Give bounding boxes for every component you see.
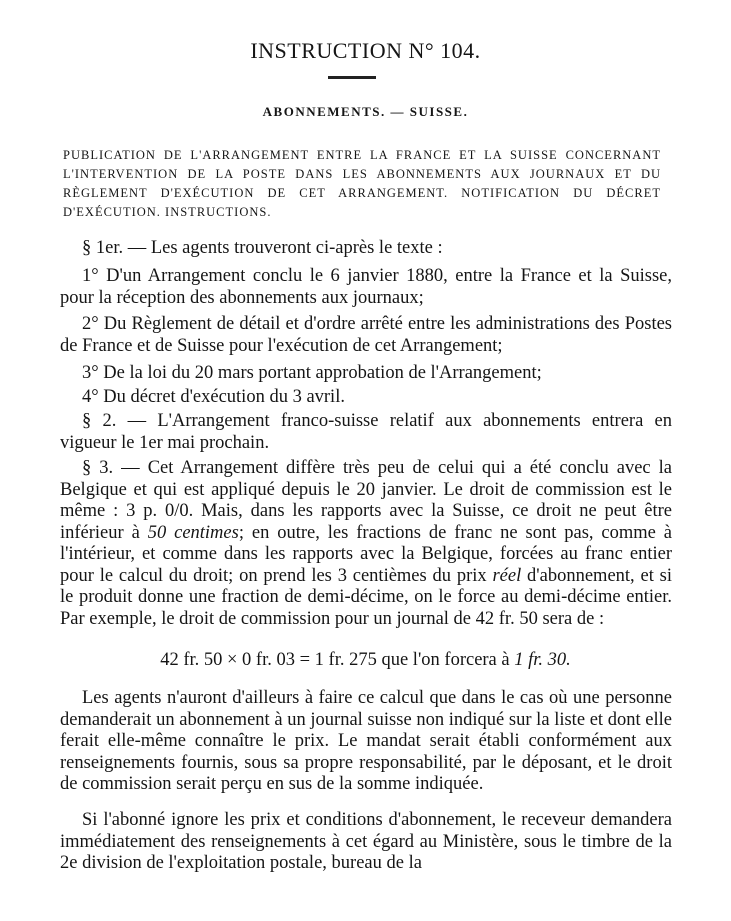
section-subhead: ABONNEMENTS. — SUISSE.: [262, 104, 469, 119]
summary-block: PUBLICATION DE L'ARRANGEMENT ENTRE LA FRANCE ET LA SUISSE CONCERNANT L'INTERVENTION DE LA POSTE DANS LES ABONNEMENTS AUX JOURNAUX ET DU RÈGLEMENT D'EXÉCUTION DE CET ARRANGEMENT. NOTIFICATION DU DÉCRET D'EXÉCUTION. INSTRUCTIONS.: [63, 148, 661, 219]
formula-text: 42 fr. 50 × 0 fr. 03 = 1 fr. 275 que l'on forcera à: [160, 650, 515, 670]
paragraph-3: 2° Du Règlement de détail et d'ordre arrêté entre les administrations des Postes de France et de Suisse pour l'exécution de cet Arrangement;: [60, 314, 672, 356]
paragraph-6: § 2. — L'Arrangement franco-suisse relatif aux abonnements entrera en vigueur le 1er mai prochain.: [60, 411, 672, 453]
title-divider: [328, 76, 376, 79]
formula-result: 1 fr. 30.: [514, 650, 571, 670]
paragraph-2: 1° D'un Arrangement conclu le 6 janvier 1880, entre la France et la Suisse, pour la réception des abonnements aux journaux;: [60, 266, 672, 308]
formula-line: [0, 650, 731, 671]
paragraph-1: § 1er. — Les agents trouveront ci-après le texte :: [82, 238, 443, 258]
paragraph-7-italic-2: réel: [492, 565, 522, 586]
paragraph-8: Les agents n'auront d'ailleurs à faire ce calcul que dans le cas où une personne demanderait un abonnement à un journal suisse non indiqué sur la liste et dont elle ferait elle-même connaître le prix. Le mandat serait établi conformément aux renseignements fournis, sous sa propre responsabilité, par le déposant, et le droit de commission serait perçu en sus de la somme indiquée.: [60, 688, 672, 794]
page-title: INSTRUCTION N° 104.: [250, 38, 481, 63]
paragraph-7: [60, 458, 672, 630]
paragraph-7-italic-1: 50 centimes: [147, 522, 239, 543]
paragraph-7-text-a: § 3. — Cet Arrangement diffère très peu de celui qui a été conclu avec la Belgique et qui est appliqué depuis le 20 janvier. Le droit de commission est le même : 3 p. 0/0. Mais, dans les rapports avec la Suisse, ce droit ne peut être inférieur à: [60, 458, 672, 543]
paragraph-9: Si l'abonné ignore les prix et conditions d'abonnement, le receveur demandera immédiatement des renseignements à cet égard au Ministère, sous le timbre de la 2e division de l'exploitation postale, bureau de la: [60, 810, 672, 873]
paragraph-5: 4° Du décret d'exécution du 3 avril.: [82, 387, 345, 407]
paragraph-7-text-b: ; en outre, les fractions de franc ne sont pas, comme à l'intérieur, et comme dans les rapports avec la Belgique, forcées au franc entier pour le calcul du droit; on prend les 3 centièmes du prix: [60, 522, 672, 586]
paragraph-4: 3° De la loi du 20 mars portant approbation de l'Arrangement;: [82, 363, 542, 383]
paragraph-7-text-c: d'abonnement, et si le produit donne une fraction de demi-décime, on le force au demi-décime entier. Par exemple, le droit de commission pour un journal de 42 fr. 50 sera de :: [60, 565, 672, 629]
